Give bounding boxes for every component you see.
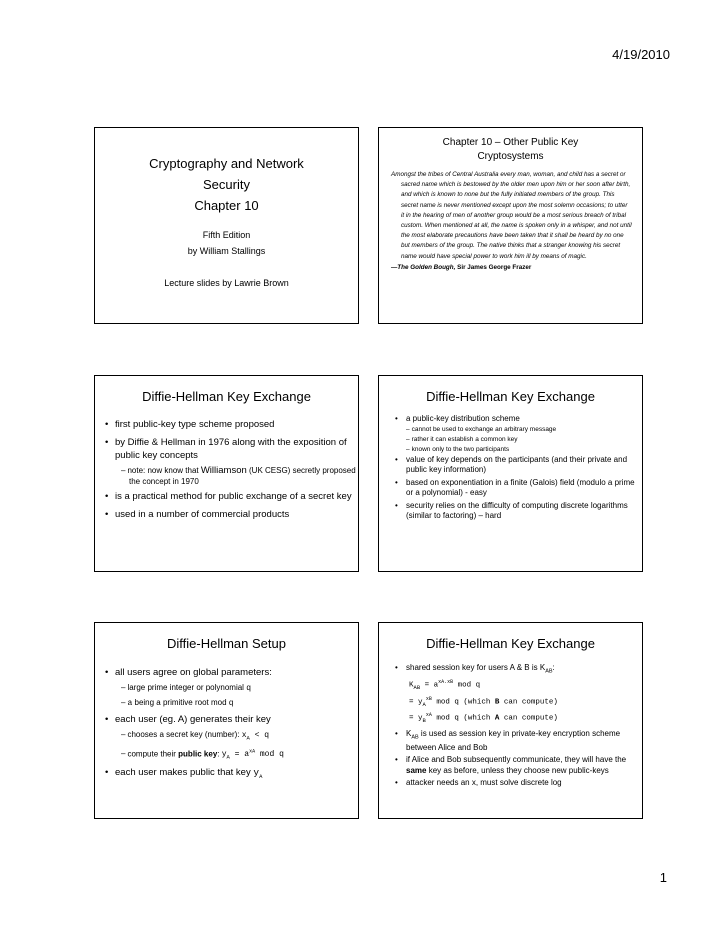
sub-bullet-item: – chooses a secret key (number): $x_A < q$ (121, 730, 270, 742)
sub-bullet-item: – note: now know that Williamson (UK CESG) secretly proposed the concept in 1970 (121, 465, 356, 486)
bullet-item (379, 729, 642, 754)
text: known only to the two participants (411, 445, 510, 453)
text: being a primitive root mod (132, 698, 229, 707)
sub-bullet-item: – rather it can establish a common key (406, 435, 518, 443)
subscript: AB (413, 684, 421, 692)
subscript: A (246, 734, 250, 742)
slide-heading: Diffie-Hellman Key Exchange (426, 389, 595, 404)
title-line-3: Chapter 10 (194, 198, 259, 213)
formula-line (379, 694, 642, 711)
text: < q (249, 731, 270, 740)
page-date: 4/19/2010 (612, 47, 670, 62)
text: each user makes public that key (115, 766, 254, 778)
bullet-item: • based on exponentiation in a finite (Galois) field (modulo a prime or a polynomial) - easy (379, 478, 642, 499)
superscript: xA (249, 748, 256, 755)
superscript: xA (425, 712, 432, 719)
bold-text: B (494, 698, 500, 707)
quote-text: Amongst the tribes of Central Australia every man, woman, and child has a secret or sacred name which is bestowed by the older men upon him or her soon after birth, and which is known to none but the fully initiated members of the group. This secret name is never mentioned except upon the most solemn occasions; to utter it in the hearing of men of another group would be a most serious breach of tribal custom. When mentioned at all, the name is spoken only in a whisper, and not until the most elaborate precautions have been taken that it shall be heard by no one but members of the group. The native thinks that a stranger knowing his secret name would have special power to work him ill by means of magic. (391, 171, 632, 260)
text: cannot be used to exchange an arbitrary message (411, 425, 557, 433)
text: mod q (255, 750, 284, 760)
text: if Alice and Bob subsequently communicate, they will have the (406, 755, 627, 765)
bullet-item: • is a practical method for public exchange of a secret key (95, 490, 358, 503)
bold-text: A (494, 714, 500, 723)
text: = y (409, 714, 423, 723)
variable-x: x (241, 731, 247, 740)
slide-main-title (95, 153, 358, 216)
bullet-item: • security relies on the difficulty of computing discrete logarithms (similar to factoring) – hard (379, 501, 642, 522)
bullet-item: • a public-key distribution scheme (379, 414, 642, 425)
slide-heading: Diffie-Hellman Key Exchange (426, 636, 595, 651)
subscript: A (259, 772, 263, 780)
bullet-list (379, 663, 642, 677)
sub-bullet-item: – compute their public key: $y_A = a^{xA}$ mod q (121, 748, 284, 761)
bullet-item (379, 755, 642, 776)
sub-bullet-item: – cannot be used to exchange an arbitrary message (406, 425, 557, 433)
bullet-item: • first public-key type scheme proposed (95, 418, 358, 431)
bullet-list (95, 418, 358, 521)
slide-dh-intro (94, 375, 359, 572)
bullet-item: • used in a number of commercial products (95, 508, 358, 521)
formula-line (379, 677, 642, 694)
bullet-item (95, 766, 358, 783)
variable-q: q (228, 699, 234, 708)
text: mod q (which (431, 714, 495, 723)
text: K (409, 681, 414, 690)
edition-text: Fifth Edition (202, 230, 251, 240)
text: (UK CESG) secretly proposed the concept in 1970 (129, 466, 356, 486)
text: mod q (which (431, 698, 495, 707)
text: : (552, 663, 555, 672)
bullet-item: • attacker needs an x, must solve discrete log (379, 778, 642, 789)
bullet-item: • by Diffie & Hellman in 1976 along with the exposition of public key concepts (95, 436, 358, 462)
title-line-2: Security (203, 177, 250, 192)
text: can compute) (499, 714, 558, 723)
text: = a (229, 750, 250, 760)
text: compute their (127, 749, 179, 759)
subscript: A (422, 700, 426, 708)
heading-line-2: Cryptosystems (477, 151, 544, 162)
bold-text: same (406, 765, 427, 775)
slide-heading: Diffie-Hellman Setup (167, 636, 286, 651)
sub-bullet-item: – large prime integer or polynomial q (121, 683, 251, 693)
bullet-list (379, 414, 642, 522)
subscript: A (226, 753, 230, 761)
text: mod q (453, 681, 481, 690)
text: is used as session key in private-key encryption scheme between Alice and Bob (406, 728, 621, 752)
superscript: xA.xB (438, 679, 454, 686)
lecture-credit: Lecture slides by Lawrie Brown (164, 278, 289, 288)
text: shared session key for users A & B is K (406, 663, 546, 672)
slide-dh-scheme (378, 375, 643, 572)
cite-author: Sir James George Frazer (455, 263, 532, 271)
bullet-list (379, 729, 642, 789)
author-text: by William Stallings (187, 246, 266, 256)
text: Williamson (200, 465, 247, 476)
slide-dh-exchange (378, 622, 643, 819)
text: can compute) (499, 698, 558, 707)
quote-citation (379, 264, 642, 271)
text: note: now know that (127, 466, 201, 475)
heading-line-1: Chapter 10 – Other Public Key (442, 137, 579, 148)
variable-a: a (127, 699, 133, 708)
text: K (406, 728, 412, 738)
variable-q: q (246, 684, 251, 693)
sub-bullet-item: – a being a primitive root mod q (121, 698, 234, 708)
text: = y (409, 698, 423, 707)
page-number: 1 (659, 870, 667, 885)
variable-y: y (253, 766, 260, 778)
bullet-item: • all users agree on global parameters: (95, 666, 358, 679)
text: = a (420, 681, 439, 690)
slide-dh-setup (94, 622, 359, 819)
slide-heading: Diffie-Hellman Key Exchange (142, 389, 311, 404)
formula-line (379, 710, 642, 727)
bullet-item: • each user (eg. A) generates their key (95, 713, 358, 726)
cite-book: —The Golden Bough, (391, 263, 456, 271)
text: rather it can establish a common key (411, 435, 518, 443)
bullet-list (95, 666, 358, 783)
bullet-item (379, 663, 642, 677)
variable-y: y (221, 750, 227, 760)
bullet-item: • value of key depends on the participants (and their private and public key information) (379, 455, 642, 476)
slide-heading (379, 136, 642, 164)
subscript: AB (545, 668, 553, 675)
bold-text: public key (178, 749, 218, 759)
text: chooses a secret key (number): (127, 730, 242, 739)
superscript: xB (425, 695, 432, 702)
text: large prime integer or polynomial (127, 683, 247, 692)
slide-title (94, 127, 359, 324)
text: : (217, 749, 222, 759)
subscript: B (422, 717, 426, 725)
title-line-1: Cryptography and Network (149, 156, 304, 171)
sub-bullet-item: – known only to the two participants (406, 445, 510, 453)
subscript: AB (411, 734, 419, 741)
text: key as before, unless they choose new public-keys (426, 765, 609, 775)
slide-chapter-quote (378, 127, 643, 324)
